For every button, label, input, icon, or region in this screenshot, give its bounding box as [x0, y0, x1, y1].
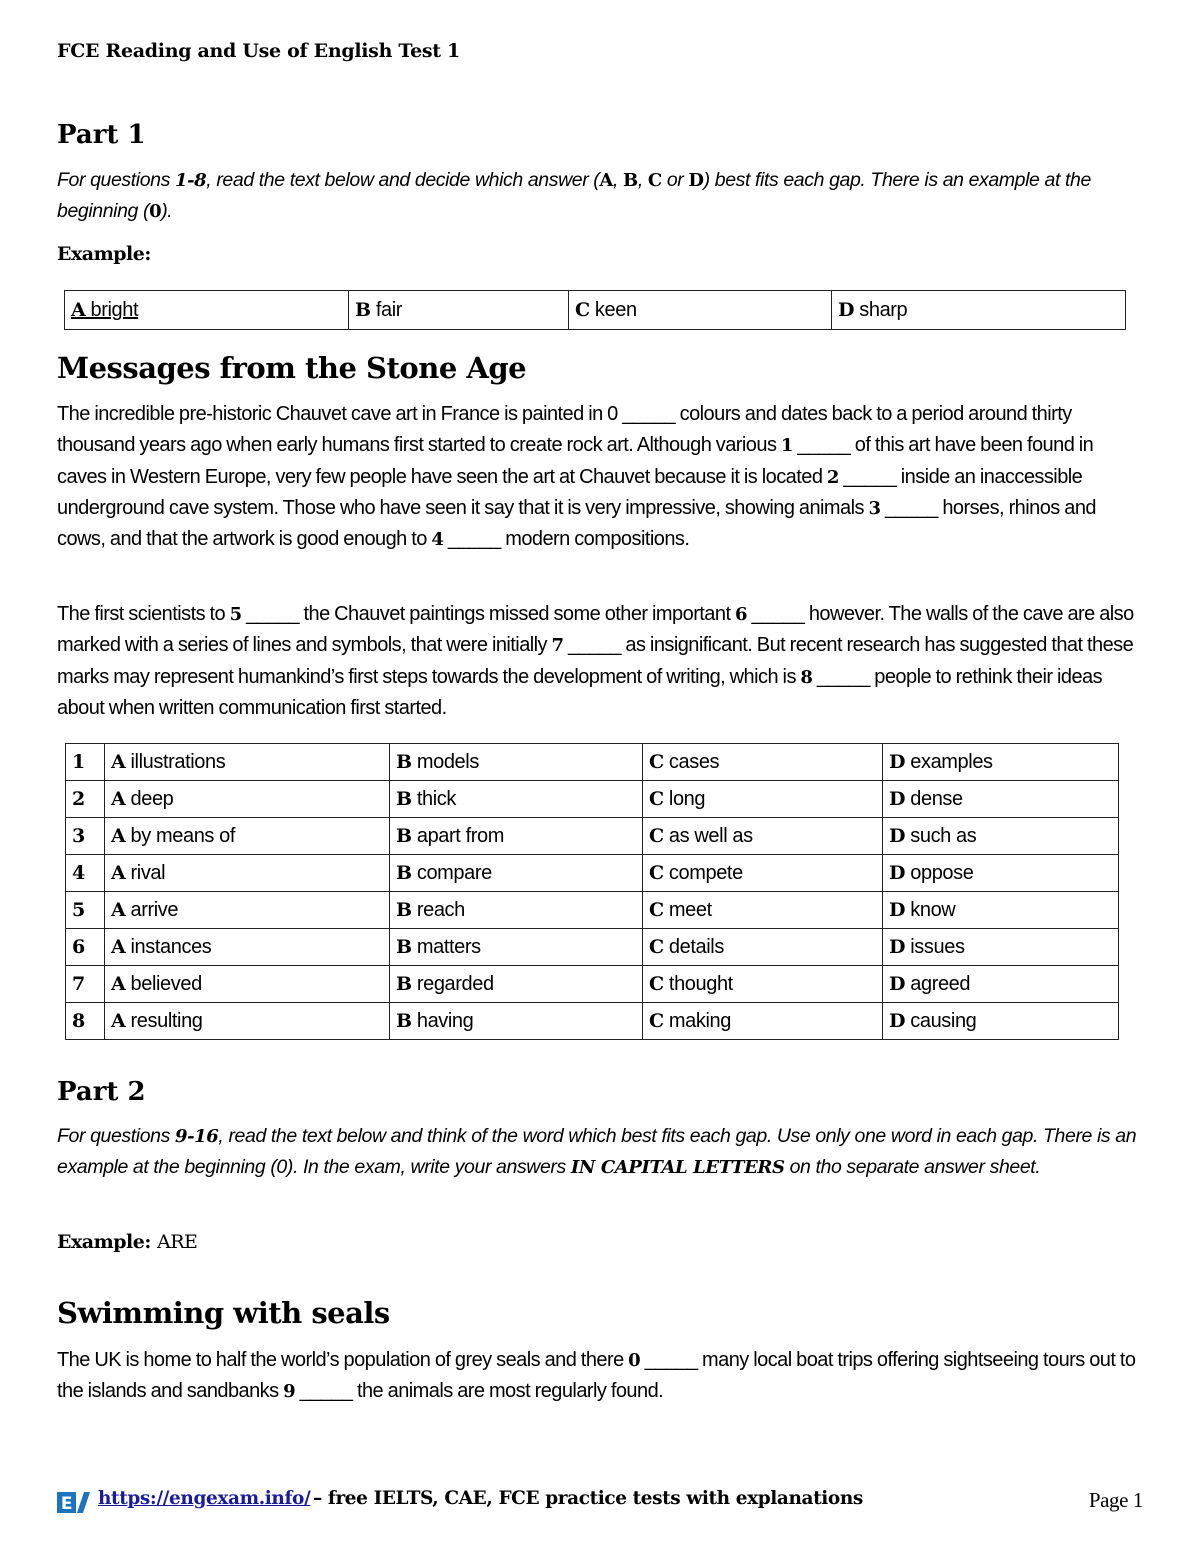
option-c: C long [643, 781, 883, 818]
option-b: B reach [390, 892, 643, 929]
option-d: D examples [883, 744, 1119, 781]
example-option-c: C keen [569, 291, 832, 330]
part1-example-label: Example: [57, 243, 151, 265]
part2-paragraph-1: The UK is home to half the world’s population of grey seals and there 0 _____ many local boat trips offering sightseeing tours out to the islands and sandbanks 9 _____ the animals are most regularly found. [57, 1349, 1136, 1403]
option-d: D know [883, 892, 1119, 929]
part2-instructions: For questions 9-16, read the text below and think of the word which best fits each gap. Use only one word in each gap. There is an example at the beginning (0). In the exam, write your answers IN CAPITAL LETTERS on tho separate answer sheet. [57, 1125, 1137, 1178]
question-row-8 [66, 1003, 1119, 1040]
option-b: B regarded [390, 966, 643, 1003]
part2-title: Part 2 [57, 1077, 146, 1107]
option-d: D such as [883, 818, 1119, 855]
option-b: B matters [390, 929, 643, 966]
question-number: 5 [66, 892, 105, 929]
part1-paragraph-2: The first scientists to 5 _____ the Chauvet paintings missed some other important 6 _____ however. The walls of the cave are also marked with a series of lines and symbols, that were initially 7 _____ as insignificant. But recent research has suggested that these marks may represent humankind’s first steps towards the development of writing, which is 8 _____ people to rethink their ideas about when written communication first started. [57, 603, 1134, 719]
option-b: B compare [390, 855, 643, 892]
option-c: C making [643, 1003, 883, 1040]
option-c: C cases [643, 744, 883, 781]
example-option-d: D sharp [832, 291, 1126, 330]
option-c: C compete [643, 855, 883, 892]
question-row-2 [66, 781, 1119, 818]
option-b: B apart from [390, 818, 643, 855]
option-a: A instances [105, 929, 390, 966]
question-row-7 [66, 966, 1119, 1003]
question-number: 8 [66, 1003, 105, 1040]
example-option-a: A bright [65, 291, 349, 330]
option-d: D dense [883, 781, 1119, 818]
option-c: C details [643, 929, 883, 966]
option-b: B having [390, 1003, 643, 1040]
option-a: A resulting [105, 1003, 390, 1040]
part1-text-title: Messages from the Stone Age [57, 351, 527, 385]
running-header: FCE Reading and Use of English Test 1 [57, 40, 460, 62]
question-row-4 [66, 855, 1119, 892]
part1-paragraph-1: The incredible pre-historic Chauvet cave art in France is painted in 0 _____ colours and dates back to a period around thirty thousand years ago when early humans first started to create rock art. Although various 1 _____ of this art have been found in caves in Western Europe, very few people have seen the art at Chauvet because it is located 2 _____ inside an inaccessible underground cave system. Those who have seen it say that it is very impressive, showing animals 3 _____ horses, rhinos and cows, and that the artwork is good enough to 4 _____ modern compositions. [57, 403, 1096, 551]
page-number: Page 1 [1088, 1488, 1143, 1512]
question-row-1 [66, 744, 1119, 781]
part2-example: Example: ARE [57, 1231, 198, 1253]
example-option-b: B fair [349, 291, 569, 330]
option-a: A rival [105, 855, 390, 892]
option-d: D agreed [883, 966, 1119, 1003]
option-a: A deep [105, 781, 390, 818]
option-d: D causing [883, 1003, 1119, 1040]
part1-title: Part 1 [57, 120, 146, 150]
footer-tagline: – free IELTS, CAE, FCE practice tests with explanations [313, 1488, 863, 1509]
option-b: B models [390, 744, 643, 781]
question-number: 4 [66, 855, 105, 892]
question-row-6 [66, 929, 1119, 966]
option-d: D issues [883, 929, 1119, 966]
question-row-3 [66, 818, 1119, 855]
question-number: 6 [66, 929, 105, 966]
engexam-logo-icon [57, 1492, 90, 1513]
page-footer [57, 1488, 1143, 1518]
engexam-link[interactable]: https://engexam.info/ [98, 1488, 311, 1509]
option-b: B thick [390, 781, 643, 818]
option-d: D oppose [883, 855, 1119, 892]
option-a: A by means of [105, 818, 390, 855]
question-row-5 [66, 892, 1119, 929]
part1-instructions: For questions 1-8, read the text below and decide which answer (A, B, C or D) best fits each gap. There is an example at the beginning (0). [57, 169, 1091, 222]
part2-text-title: Swimming with seals [57, 1296, 390, 1330]
option-a: A illustrations [105, 744, 390, 781]
question-number: 3 [66, 818, 105, 855]
question-number: 7 [66, 966, 105, 1003]
option-a: A arrive [105, 892, 390, 929]
example-answer-table [64, 290, 1126, 330]
option-c: C meet [643, 892, 883, 929]
svg-text:E: E [60, 1494, 73, 1513]
part1-options-table [65, 743, 1119, 1040]
option-c: C thought [643, 966, 883, 1003]
option-a: A believed [105, 966, 390, 1003]
question-number: 2 [66, 781, 105, 818]
question-number: 1 [66, 744, 105, 781]
option-c: C as well as [643, 818, 883, 855]
